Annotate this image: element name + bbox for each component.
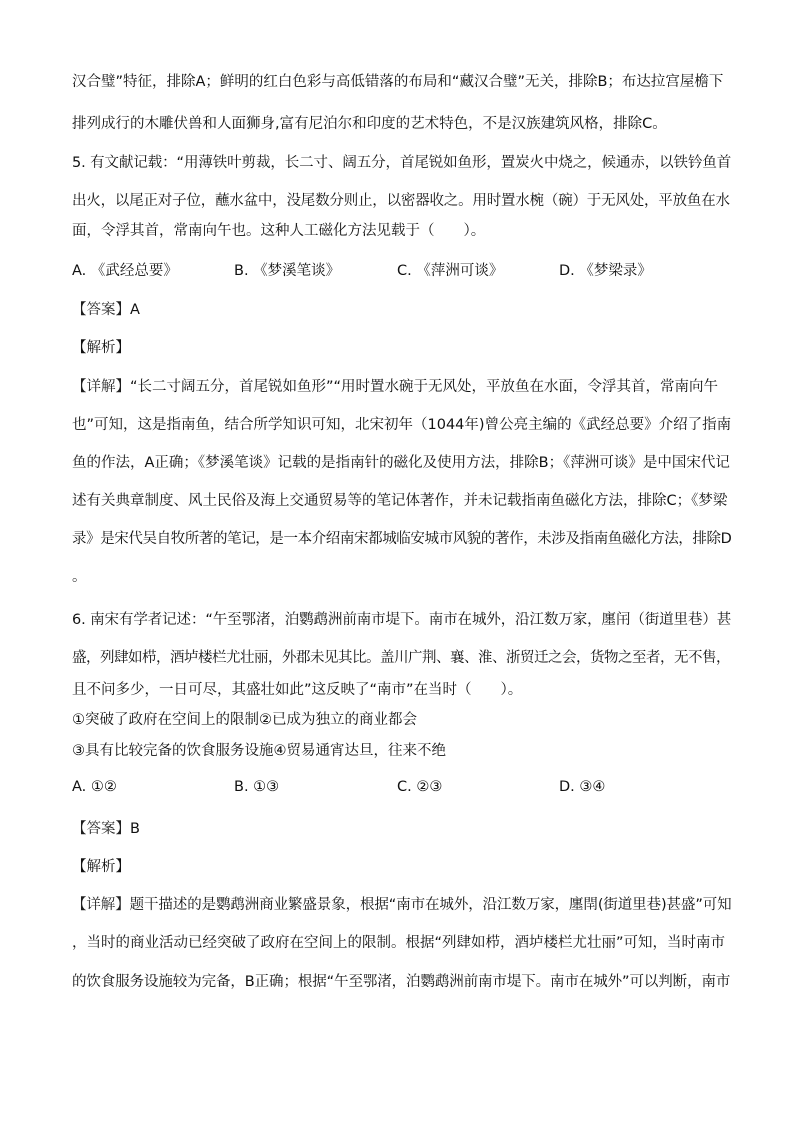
detail-text: 题干描述的是鹦鹉洲商业繁盛景象，根据“南市在城外，沿江数万家，廛閈(街道里巷)甚盛”可知 — [129, 897, 732, 913]
q6-statement-line: ③具有比较完备的饮食服务设施④贸易通宵达旦，往来不绝 — [72, 743, 446, 759]
q5-answer — [72, 300, 732, 320]
answer-tag: 【答案】 — [72, 302, 130, 318]
q5-detail-line: 录》是宋代吴自牧所著的笔记，是一本介绍南宋都城临安城市风貌的著作，未涉及指南鱼磁化方法，排除D — [72, 531, 732, 547]
answer-value: B — [130, 821, 140, 837]
q6-options — [72, 779, 732, 799]
detail-text: “长二寸阔五分，首尾锐如鱼形”“用时置水碗于无风处，平放鱼在水面，令浮其首，常南向午 — [130, 379, 719, 395]
q6-detail-line: ，当时的商业活动已经突破了政府在空间上的限制。根据“列肆如栉，酒垆楼栏尤壮丽”可知，当时南市 — [72, 935, 726, 951]
q6-statement-line: ①突破了政府在空间上的限制②已成为独立的商业都会 — [72, 712, 417, 728]
prev-analysis-line: 排列成行的木雕伏兽和人面狮身,富有尼泊尔和印度的艺术特色，不是汉族建筑风格，排除C。 — [72, 116, 667, 132]
detail-tag: 【详解】 — [72, 379, 130, 395]
q6-detail-line: 的饮食服务设施较为完备，B正确；根据“午至鄂渚，泊鹦鹉洲前南市堤下。南市在城外”可以判断，南市 — [72, 974, 731, 990]
q5-option-a: A. 《武经总要》 — [72, 263, 178, 279]
q5-stem-line: 面，令浮其首，常南向午也。这种人工磁化方法见载于（ ）。 — [72, 223, 486, 239]
q5-options — [72, 259, 732, 279]
q5-stem-line: 出火，以尾正对子位，蘸水盆中，没尾数分则止，以密器收之。用时置水椀（碗）于无风处，平放鱼在水 — [72, 193, 730, 209]
q5-detail-line — [72, 377, 732, 397]
q5-analysis-tag: 【解析】 — [72, 340, 130, 356]
answer-tag: 【答案】 — [72, 821, 130, 837]
q5-option-d: D. 《梦梁录》 — [559, 263, 652, 279]
q6-stem-line: 6. 南宋有学者记述：“午至鄂渚，泊鹦鹉洲前南市堤下。南市在城外，沿江数万家，廛闬（街道里巷）甚 — [72, 612, 732, 628]
q6-detail-line — [72, 895, 732, 915]
q5-option-b: B. 《梦溪笔谈》 — [234, 263, 341, 279]
detail-tag: 【详解】 — [72, 897, 130, 913]
q6-option-c: C. ②③ — [397, 779, 443, 795]
q6-stem-line: 且不问多少，一日可尽，其盛壮如此”这反映了“南市”在当时（ ）。 — [72, 682, 523, 698]
q6-option-d: D. ③④ — [559, 779, 606, 795]
q6-option-a: A. ①② — [72, 779, 117, 795]
q5-stem-line: 5. 有文献记载：“用薄铁叶剪裁，长二寸、阔五分，首尾锐如鱼形，置炭火中烧之，候通赤，以铁钤鱼首 — [72, 155, 732, 171]
prev-analysis-line: 汉合璧”特征，排除A；鲜明的红白色彩与高低错落的布局和“藏汉合璧”无关，排除B；布达拉宫屋檐下 — [72, 74, 724, 90]
q5-detail-line: 述有关典章制度、风土民俗及海上交通贸易等的笔记体著作，并未记载指南鱼磁化方法，排除C；《梦梁 — [72, 493, 728, 509]
q6-answer — [72, 819, 732, 839]
q5-detail-line: 鱼的作法，A正确；《梦溪笔谈》记载的是指南针的磁化及使用方法，排除B；《萍洲可谈》是中国宋代记 — [72, 455, 730, 471]
q5-option-c: C. 《萍洲可谈》 — [397, 263, 504, 279]
q6-stem-line: 盛，列肆如栉，酒垆楼栏尤壮丽，外郡未见其比。盖川广荆、襄、淮、浙贸迁之会，货物之至者，无不售， — [72, 650, 730, 666]
q6-option-b: B. ①③ — [234, 779, 280, 795]
answer-value: A — [130, 302, 140, 318]
q6-analysis-tag: 【解析】 — [72, 859, 130, 875]
q5-detail-line: 。 — [72, 569, 87, 585]
q5-detail-line: 也”可知，这是指南鱼，结合所学知识可知，北宋初年（1044年)曾公亮主编的《武经总要》介绍了指南 — [72, 417, 732, 433]
